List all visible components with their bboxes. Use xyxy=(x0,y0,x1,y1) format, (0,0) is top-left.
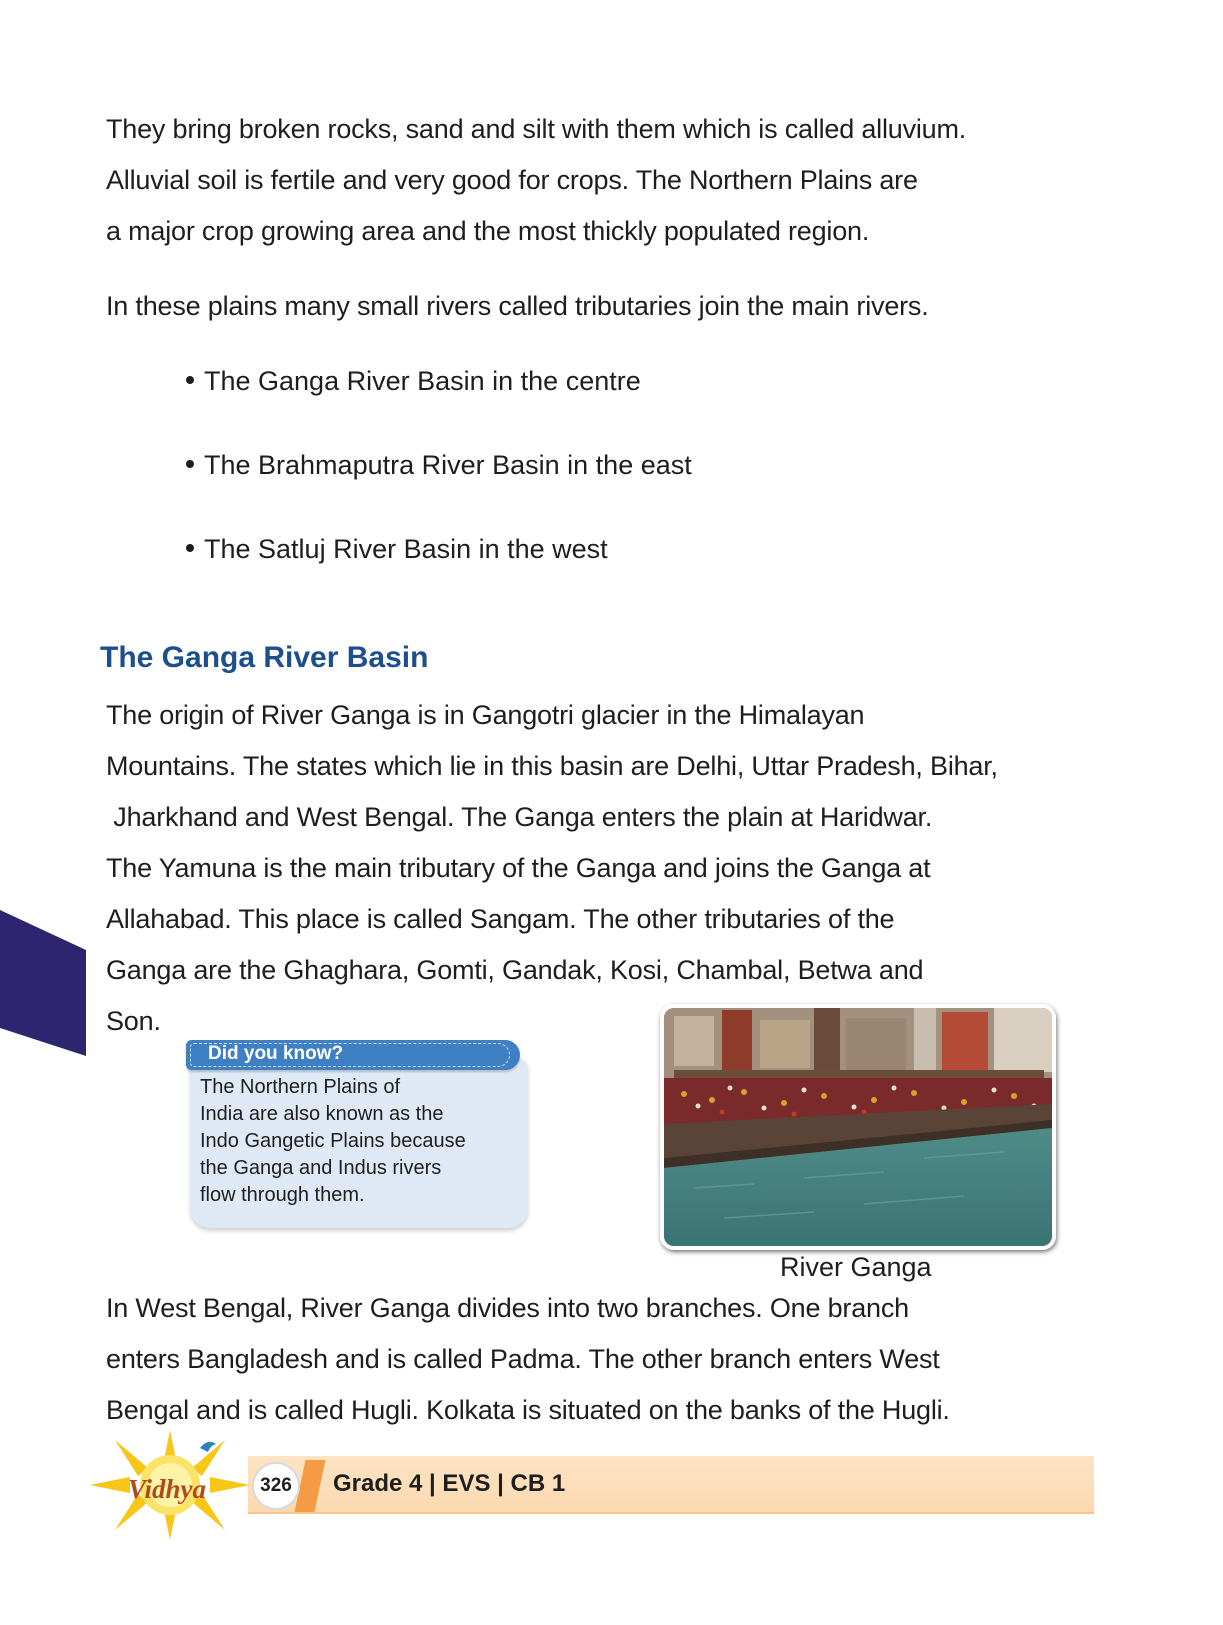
bullet-dot-icon xyxy=(186,376,194,384)
intro-paragraph xyxy=(106,104,1116,257)
list-item-text: The Ganga River Basin in the centre xyxy=(204,366,641,396)
callout-line: flow through them. xyxy=(200,1184,365,1206)
bullet-dot-icon xyxy=(186,544,194,552)
paragraph-line: enters Bangladesh and is called Padma. The other branch enters West xyxy=(106,1344,940,1374)
callout-line: India are also known as the xyxy=(200,1103,444,1125)
paragraph-line: Allahabad. This place is called Sangam. The other tributaries of the xyxy=(106,904,895,934)
intro-line: a major crop growing area and the most thickly populated region. xyxy=(106,216,870,246)
photo-caption: River Ganga xyxy=(780,1252,932,1282)
list-item xyxy=(186,450,692,481)
callout-title: Did you know? xyxy=(208,1043,344,1064)
bullet-dot-icon xyxy=(186,460,194,468)
callout-line: the Ganga and Indus rivers xyxy=(200,1157,442,1179)
paragraph-line: Son. xyxy=(106,1006,161,1036)
paragraph-line: Jharkhand and West Bengal. The Ganga enters the plain at Haridwar. xyxy=(106,802,933,832)
list-item-text: The Satluj River Basin in the west xyxy=(204,534,608,564)
list-item xyxy=(186,366,641,397)
paragraph-line: The origin of River Ganga is in Gangotri glacier in the Himalayan xyxy=(106,700,865,730)
side-tab-decoration xyxy=(0,910,86,1056)
tributaries-paragraph xyxy=(106,281,1116,332)
paragraph-line: Ganga are the Ghaghara, Gomti, Gandak, Kosi, Chambal, Betwa and xyxy=(106,955,924,985)
intro-line: They bring broken rocks, sand and silt with them which is called alluvium. xyxy=(106,114,967,144)
ganga-basin-paragraph xyxy=(106,690,1116,1047)
callout-text xyxy=(200,1074,466,1209)
footer-label: Grade 4 | EVS | CB 1 xyxy=(333,1470,566,1497)
intro-line: Alluvial soil is fertile and very good for crops. The Northern Plains are xyxy=(106,165,918,195)
paragraph-line: The Yamuna is the main tributary of the Ganga and joins the Ganga at xyxy=(106,853,931,883)
river-ganga-photo xyxy=(660,1004,1056,1250)
closing-paragraph xyxy=(106,1283,1116,1436)
callout-line: Indo Gangetic Plains because xyxy=(200,1130,466,1152)
logo-wordmark: Vidhya xyxy=(128,1474,207,1504)
paragraph-line: In West Bengal, River Ganga divides into two branches. One branch xyxy=(106,1293,909,1323)
section-heading: The Ganga River Basin xyxy=(100,641,429,674)
paragraph-line: Bengal and is called Hugli. Kolkata is situated on the banks of the Hugli. xyxy=(106,1395,950,1425)
did-you-know-box xyxy=(186,1040,528,1230)
river-ghat-illustration xyxy=(664,1008,1052,1246)
page-number-badge: 326 xyxy=(252,1462,300,1510)
paragraph-line: Mountains. The states which lie in this basin are Delhi, Uttar Pradesh, Bihar, xyxy=(106,751,998,781)
list-item xyxy=(186,534,608,565)
tributaries-line: In these plains many small rivers called tributaries join the main rivers. xyxy=(106,291,929,321)
callout-line: The Northern Plains of xyxy=(200,1076,401,1098)
list-item-text: The Brahmaputra River Basin in the east xyxy=(204,450,692,480)
